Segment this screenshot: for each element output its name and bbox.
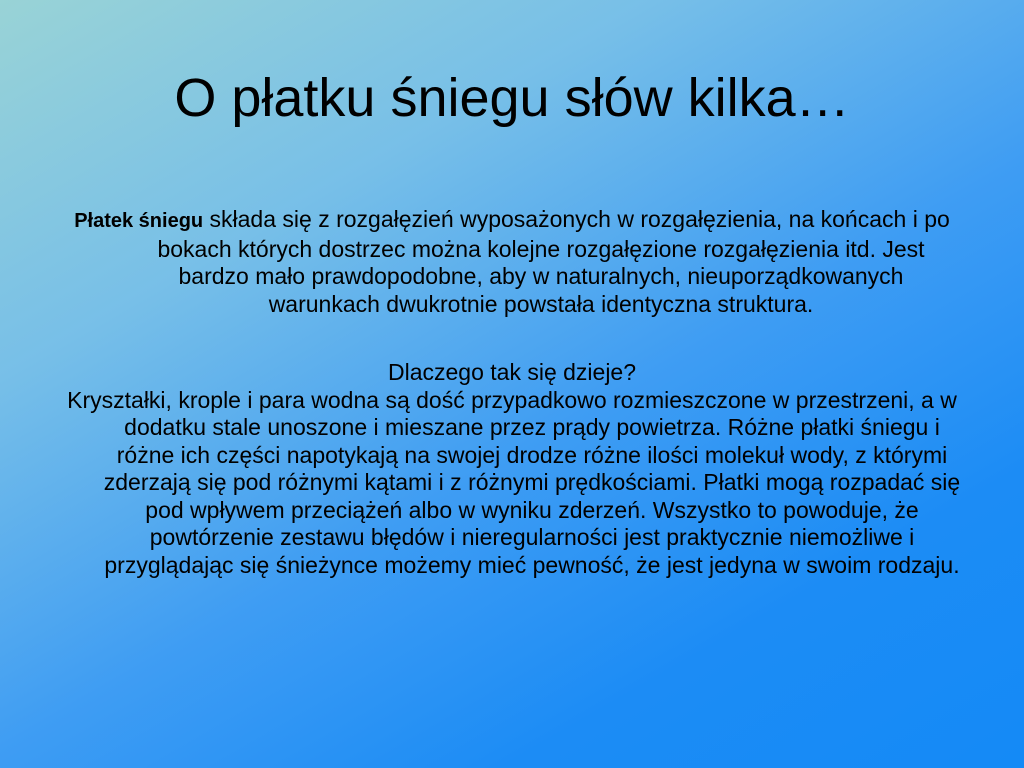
question-line: Dlaczego tak się dzieje?: [387, 359, 637, 385]
paragraph-explanation: Kryształki, krople i para wodna są dość przypadkowo rozmieszczone w przestrzeni, a w dodatku stale unoszone i mieszane przez prądy powietrza. Różne płatki śniegu i różne ich części napotykają na swojej drodze różne ilości molekuł wody, z którymi zderzają się pod różnymi kątami i z różnymi prędkościami. Płatki mogą rozpadać się pod wpływem przeciążeń albo w wyniku zderzeń. Wszystko to powoduje, że powtórzenie zestawu błędów i nieregularności jest praktycznie niemożliwe i przyglądając się śnieżynce możemy mieć pewność, że jest jedyna w swoim rodzaju.: [67, 386, 961, 578]
paragraph-snowflake-structure: [62, 206, 962, 318]
slide-body: [62, 206, 962, 579]
slide-title: O płatku śniegu słów kilka…: [174, 68, 850, 128]
paragraph-text: składa się z rozgałęzień wyposażonych w rozgałęzienia, na końcach i po bokach których dostrzec można kolejne rozgałęzione rozgałęzienia itd. Jest bardzo mało prawdopodobne, aby w naturalnych, nieuporządkowanych warunkach dwukrotnie powstała identyczna struktura.: [157, 206, 950, 317]
bold-lead-term: Płatek śniegu: [74, 210, 204, 232]
